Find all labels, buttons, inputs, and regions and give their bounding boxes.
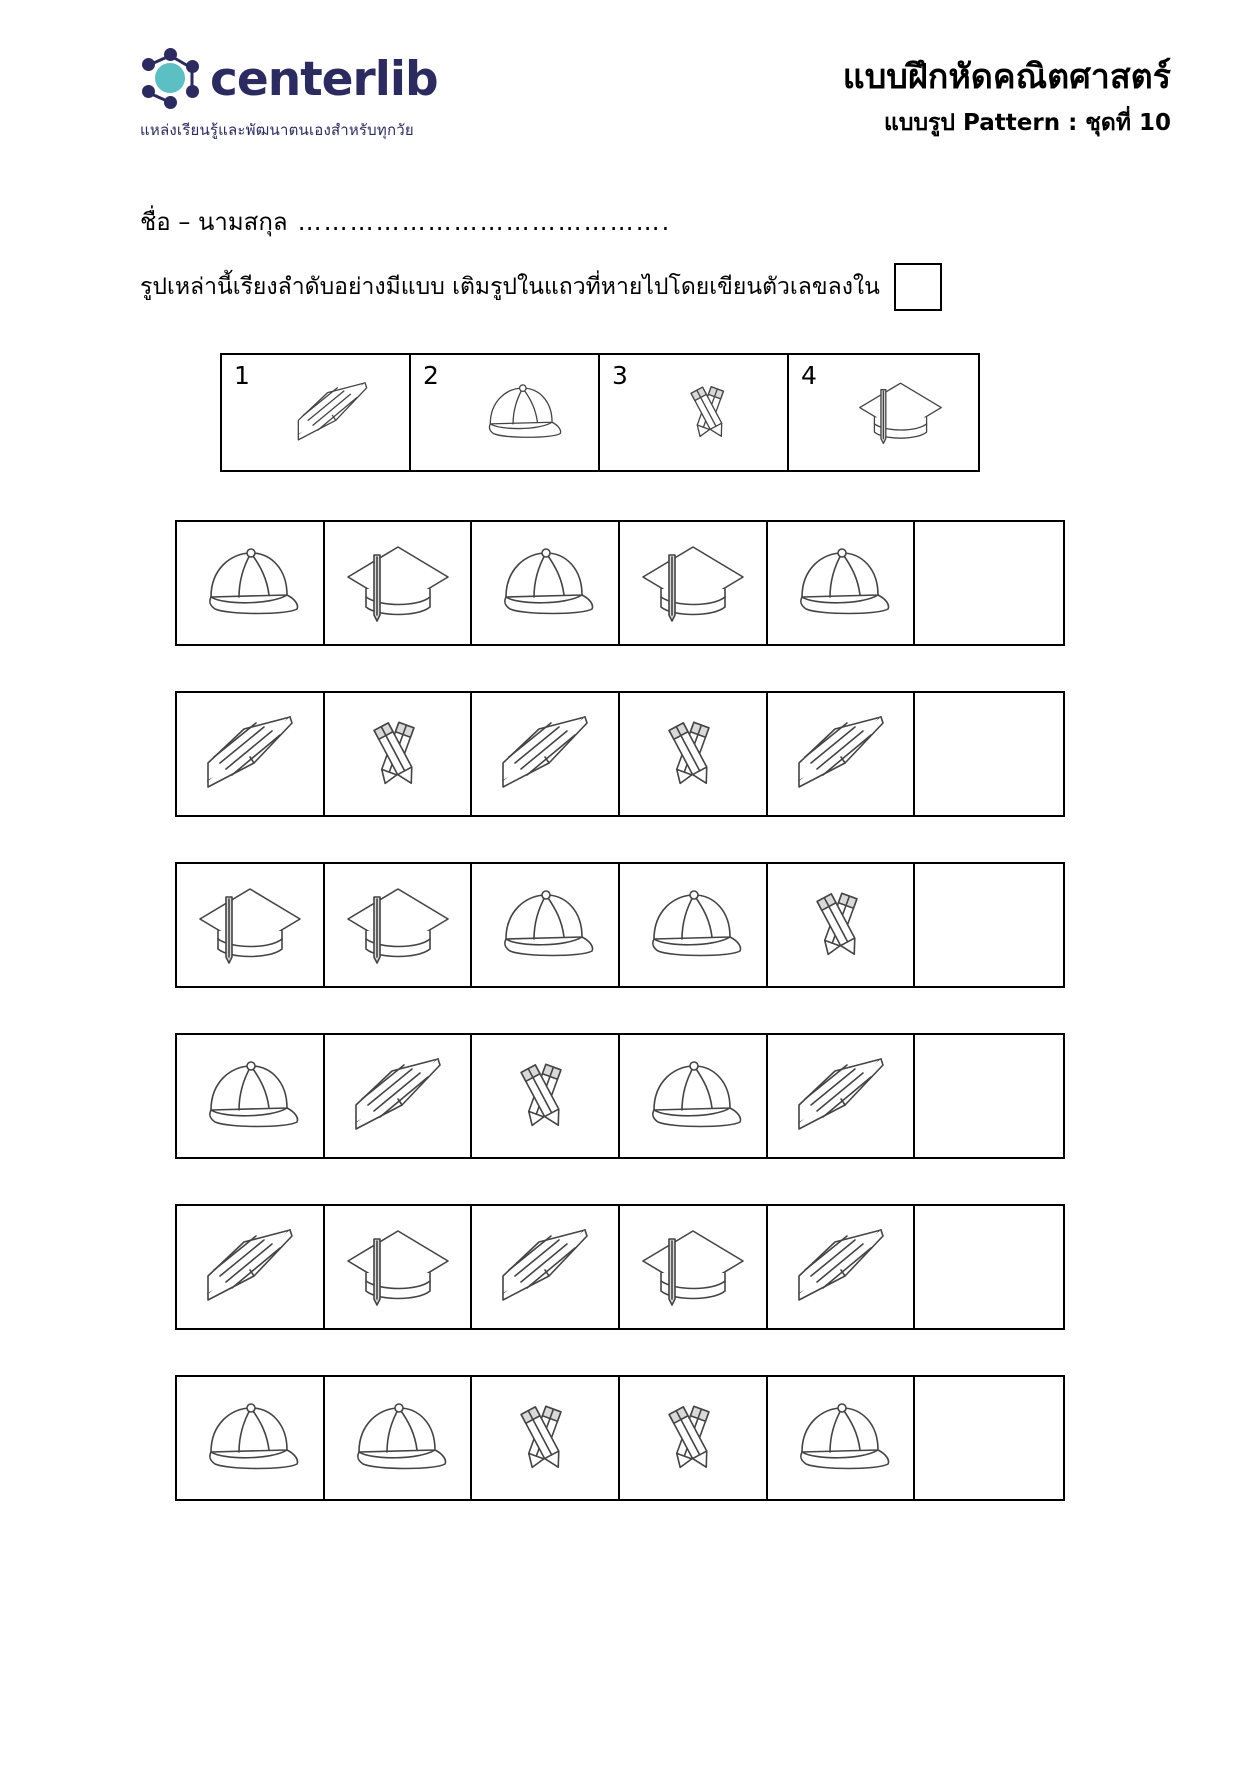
cap-icon: [638, 885, 748, 965]
graduation-cap-icon: [635, 1221, 751, 1313]
book-icon: [789, 1224, 893, 1310]
pattern-answer-cell[interactable]: [915, 1035, 1063, 1157]
book-icon: [493, 1224, 597, 1310]
pattern-cell: [325, 864, 473, 986]
pattern-cell: [472, 693, 620, 815]
book-icon: [789, 711, 893, 797]
legend-item: [600, 355, 789, 470]
pattern-cell: [177, 864, 325, 986]
pattern-answer-cell[interactable]: [915, 693, 1063, 815]
page-title: แบบฝึกหัดคณิตศาสตร์: [842, 57, 1171, 97]
legend-item: [411, 355, 600, 470]
cap-icon: [195, 1398, 305, 1478]
graduation-cap-icon: [789, 355, 978, 470]
cap-icon: [490, 885, 600, 965]
pattern-row: [175, 520, 1065, 646]
legend-strip: [220, 353, 980, 472]
pattern-rows: [175, 520, 1241, 1501]
pattern-cell: [325, 522, 473, 644]
pattern-row: [175, 1375, 1065, 1501]
pattern-cell: [325, 1206, 473, 1328]
pattern-answer-cell[interactable]: [915, 1377, 1063, 1499]
legend-number: 4: [801, 361, 817, 390]
name-field: [140, 202, 1241, 241]
pencils-icon: [600, 355, 787, 470]
pattern-row: [175, 1204, 1065, 1330]
pattern-cell: [768, 864, 916, 986]
pattern-cell: [472, 522, 620, 644]
legend-number: 3: [612, 361, 628, 390]
cap-icon: [343, 1398, 453, 1478]
instruction-line: [140, 263, 1060, 311]
brand-name: centerlib: [210, 51, 438, 107]
instruction-text: รูปเหล่านี้เรียงลำดับอย่างมีแบบ เติมรูปในแถวที่หายไปโดยเขียนตัวเลขลงใน: [140, 274, 880, 300]
graduation-cap-icon: [340, 537, 456, 629]
pattern-cell: [768, 693, 916, 815]
title-block: [843, 48, 1171, 141]
pattern-cell: [325, 1377, 473, 1499]
name-field-blank[interactable]: …………………………………….: [297, 208, 672, 236]
pattern-cell: [620, 1206, 768, 1328]
pencils-icon: [499, 1392, 591, 1484]
pattern-cell: [620, 1377, 768, 1499]
instruction-answer-box[interactable]: [894, 263, 942, 311]
cap-icon: [411, 355, 598, 470]
pattern-cell: [620, 864, 768, 986]
legend-item: [789, 355, 978, 470]
cap-icon: [490, 543, 600, 623]
page-subtitle: แบบรูป Pattern : ชุดที่ 10: [884, 109, 1171, 136]
pattern-cell: [620, 693, 768, 815]
pattern-cell: [768, 1377, 916, 1499]
pattern-cell: [620, 1035, 768, 1157]
pattern-cell: [325, 693, 473, 815]
pattern-cell: [472, 1377, 620, 1499]
pattern-answer-cell[interactable]: [915, 522, 1063, 644]
pattern-cell: [177, 1377, 325, 1499]
brand-tagline: แหล่งเรียนรู้และพัฒนาตนเองสำหรับทุกวัย: [140, 121, 414, 139]
graduation-cap-icon: [635, 537, 751, 629]
graduation-cap-icon: [340, 1221, 456, 1313]
book-icon: [493, 711, 597, 797]
book-icon: [346, 1053, 450, 1139]
pencils-icon: [352, 708, 444, 800]
cap-icon: [786, 1398, 896, 1478]
cap-icon: [195, 543, 305, 623]
pattern-cell: [472, 864, 620, 986]
pattern-cell: [472, 1035, 620, 1157]
brand-block: [140, 48, 438, 142]
graduation-cap-icon: [192, 879, 308, 971]
pattern-answer-cell[interactable]: [915, 864, 1063, 986]
cap-icon: [638, 1056, 748, 1136]
pattern-answer-cell[interactable]: [915, 1206, 1063, 1328]
pattern-cell: [325, 1035, 473, 1157]
pattern-cell: [177, 1035, 325, 1157]
pattern-cell: [177, 1206, 325, 1328]
pencils-icon: [647, 708, 739, 800]
cap-icon: [786, 543, 896, 623]
book-icon: [222, 355, 409, 470]
pattern-cell: [768, 1206, 916, 1328]
centerlib-hex-dots-icon: [140, 48, 202, 110]
graduation-cap-icon: [340, 879, 456, 971]
book-icon: [198, 711, 302, 797]
pattern-cell: [768, 1035, 916, 1157]
pattern-cell: [177, 522, 325, 644]
legend-item: [222, 355, 411, 470]
pencils-icon: [647, 1392, 739, 1484]
pencils-icon: [795, 879, 887, 971]
cap-icon: [195, 1056, 305, 1136]
book-icon: [789, 1053, 893, 1139]
book-icon: [198, 1224, 302, 1310]
pattern-row: [175, 1033, 1065, 1159]
pattern-cell: [472, 1206, 620, 1328]
name-field-label: ชื่อ – นามสกุล: [140, 208, 288, 236]
pattern-cell: [177, 693, 325, 815]
pattern-cell: [768, 522, 916, 644]
pattern-cell: [620, 522, 768, 644]
legend-number: 1: [234, 361, 250, 390]
pattern-row: [175, 862, 1065, 988]
pencils-icon: [499, 1050, 591, 1142]
page-header: [0, 0, 1241, 142]
legend-number: 2: [423, 361, 439, 390]
pattern-row: [175, 691, 1065, 817]
